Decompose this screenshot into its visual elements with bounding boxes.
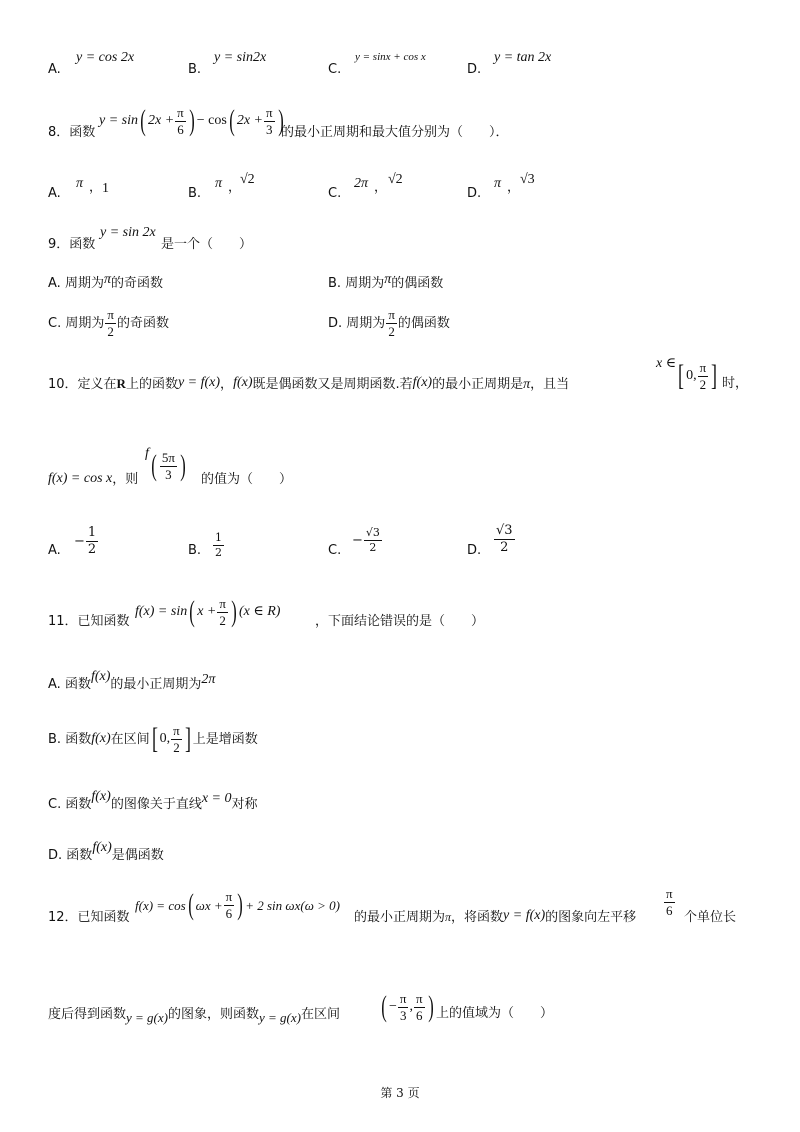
q8-paren-close-2: ) bbox=[277, 104, 284, 137]
q10-expr3: f(x) bbox=[412, 375, 433, 390]
q10-t6: 时， bbox=[722, 376, 749, 391]
q8-minus-cos: − cos bbox=[196, 113, 227, 128]
q8-frac-2: $\frac{\pi}{3}$ bbox=[265, 104, 273, 137]
q10-option-a-letter: A. bbox=[48, 543, 61, 558]
q12-t4: 个单位长 bbox=[684, 910, 737, 925]
q8-y-eq: y = sin bbox=[99, 113, 138, 128]
q8-stem-rest: 的最小正周期和最大值分别为（ ）． bbox=[281, 125, 509, 140]
q8-option-b-letter: B. bbox=[188, 186, 202, 201]
q9-option-a: A. 周期为π的奇函数 bbox=[48, 272, 163, 291]
q8-option-d-b: √3 bbox=[520, 172, 535, 187]
q10-option-a-value: − $\frac{1}{2}$ bbox=[74, 524, 97, 557]
q9-option-c: C. 周期为 $\frac{\pi}{2}$ 的奇函数 bbox=[48, 306, 169, 339]
q10-option-c-letter: C. bbox=[328, 543, 342, 558]
q8-option-b-sep: ， bbox=[228, 180, 242, 195]
q12-formula: f(x) = cos ( ωx + $\frac{\pi}{6}$ ) + 2 sin ωx(ω > 0) bbox=[135, 888, 340, 921]
q8-option-c-b: √2 bbox=[388, 172, 403, 187]
q8-option-c-a: 2π bbox=[354, 176, 369, 191]
q8-paren-open-1: ( bbox=[140, 104, 146, 137]
page-footer: 第 3 页 bbox=[380, 1086, 420, 1100]
q10-line2-expr: f(x) = cos x bbox=[48, 471, 113, 486]
q9-stem-rest: 是一个（ ） bbox=[161, 237, 253, 252]
q12-interval: ( − $\frac{\pi}{3}$ , $\frac{\pi}{6}$ ) bbox=[381, 990, 434, 1023]
q8-arg2: 2x + bbox=[236, 113, 263, 128]
q8-paren-open-2: ( bbox=[229, 104, 235, 137]
q11-formula: f(x) = sin ( x + $\frac{\pi}{2}$ ) (x ∈ R) bbox=[135, 595, 281, 628]
q12-line2-t4: 上的值域为（ ） bbox=[436, 1006, 554, 1021]
q8-option-a-letter: A. bbox=[48, 186, 61, 201]
q8-option-a-sep: ， bbox=[89, 180, 103, 195]
q10-option-b-letter: B. bbox=[188, 543, 202, 558]
q10-expr2: f(x) bbox=[233, 375, 253, 390]
q8-option-d-sep: ， bbox=[507, 180, 521, 195]
q11-option-a: A. 函数 f(x) 的最小正周期为 2π bbox=[48, 669, 216, 692]
q8-option-a-a: π bbox=[76, 176, 84, 191]
q8-paren-close-1: ) bbox=[189, 104, 195, 137]
q8-number: 8．函数 bbox=[48, 125, 96, 140]
q11-stem-rest: ，下面结论错误的是（ ） bbox=[315, 614, 485, 629]
q7-option-b-letter: B. bbox=[188, 62, 202, 77]
q7-option-c-expr: y = sinx + cos x bbox=[355, 51, 426, 63]
q12-shift-frac: $\frac{\pi}{6}$ bbox=[666, 885, 673, 918]
q10-stem-line2: f(x) = cos x ，则 bbox=[48, 471, 139, 487]
q10-option-b-value: $\frac{1}{2}$ bbox=[215, 530, 222, 559]
q11-number: 11．已知函数 bbox=[48, 614, 130, 629]
q9-expr: y = sin 2x bbox=[100, 225, 156, 240]
q7-option-b-expr: y = sin2x bbox=[214, 50, 267, 65]
q12-number: 12．已知函数 bbox=[48, 910, 130, 925]
q10-t8: 的值为（ ） bbox=[201, 472, 293, 487]
q7-option-a-letter: A. bbox=[48, 62, 61, 77]
q10-f-5pi-3: f ( $\frac{5\pi}{3}$ ) bbox=[145, 446, 186, 482]
q8-formula bbox=[99, 101, 286, 141]
q8-option-b-a: π bbox=[215, 176, 223, 191]
q11-option-b: B. 函数 f(x) 在区间 [ 0, $\frac{\pi}{2}$ ] 上是增函数 bbox=[48, 722, 258, 755]
q7-option-a-expr: y = cos 2x bbox=[76, 50, 135, 65]
q8-frac-1: $\frac{\pi}{6}$ bbox=[177, 104, 184, 137]
q7-option-d-expr: y = tan 2x bbox=[494, 50, 552, 65]
q8-option-d-letter: D. bbox=[467, 186, 482, 201]
q10-option-d-letter: D. bbox=[467, 543, 482, 558]
q8-option-a-b: 1 bbox=[102, 181, 109, 196]
q10-option-d-value: $\frac{√3}{2}$ bbox=[496, 522, 513, 555]
q9-option-b: B. 周期为π的偶函数 bbox=[328, 272, 444, 291]
q8-option-b-b: √2 bbox=[240, 172, 255, 187]
q9-option-d: D. 周期为 $\frac{\pi}{2}$ 的偶函数 bbox=[328, 306, 450, 339]
q10-R: R bbox=[116, 376, 126, 391]
q10-option-c-value: − $\frac{√3}{2}$ bbox=[352, 525, 380, 554]
q9-number: 9．函数 bbox=[48, 237, 96, 252]
q8-option-c-letter: C. bbox=[328, 186, 342, 201]
q10-stem-line1: 10．定义在 R 上的函数 y = f(x) ， f(x) 既是偶函数又是周期函数.若 f(x) 的最小正周期是 π ，且当 bbox=[48, 375, 570, 392]
q8-option-d-a: π bbox=[494, 176, 502, 191]
q10-expr1: y = f(x) bbox=[177, 375, 221, 390]
q8-option-c-sep: ， bbox=[374, 180, 388, 195]
q7-option-d-letter: D. bbox=[467, 62, 482, 77]
q12-stem-line2: 度后得到函数 y = g(x) 的图象，则函数 y = g(x) 在区间 bbox=[48, 1007, 341, 1025]
q12-stem-line1: 的最小正周期为 π ，将函数 y = f(x) 的图象向左平移 bbox=[354, 908, 637, 925]
q10-condition: x ∈ [ 0, $\frac{\pi}{2}$ ] bbox=[656, 356, 718, 392]
q11-option-c: C. 函数 f(x) 的图像关于直线 x = 0 对称 bbox=[48, 789, 258, 812]
q7-option-c-letter: C. bbox=[328, 62, 342, 77]
q8-arg1: 2x + bbox=[148, 113, 175, 128]
q11-option-d: D. 函数 f(x) 是偶函数 bbox=[48, 840, 164, 863]
